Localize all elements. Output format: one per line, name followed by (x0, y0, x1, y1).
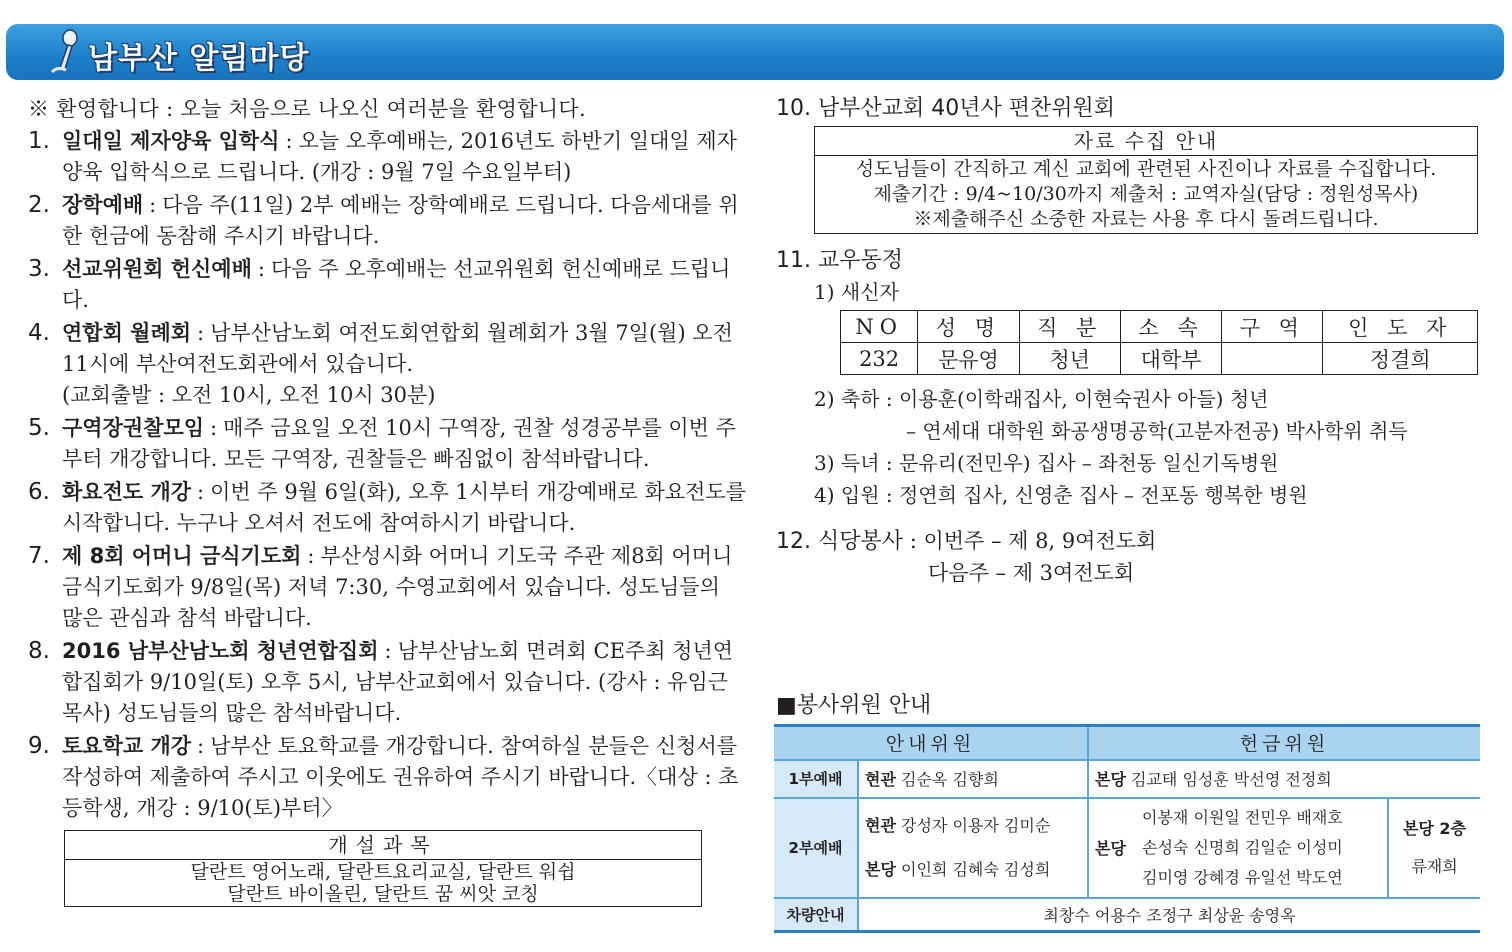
course-line: 달란트 영어노래, 달란트요리교실, 달란트 워쉽 (190, 861, 576, 883)
names: 이인희 김혜숙 김성희 (901, 859, 1051, 879)
announcement-item: 4. 연합회 월례회 : 남부산남노회 여전도회연합회 월례회가 3월 7일(월) 오전 11시에 부산여전도회관에서 있습니다. (교회출발 : 오전 10시, 오전 10시 30분) (28, 318, 746, 411)
course-list (65, 860, 702, 907)
welcome-line: ※ 환영합니다 : 오늘 처음으로 나오신 여러분을 환영합니다. (28, 97, 586, 121)
item-number: 8. (28, 638, 50, 664)
item-title: 일대일 제자양육 입학식 (62, 129, 280, 153)
page-title: 남부산 알림마당 (88, 41, 310, 76)
info-column (776, 94, 1484, 589)
history-line: 제출기간 : 9/4~10/30까지 제출처 : 교역자실(담당 : 정원성목사) (873, 183, 1419, 205)
item-number: 4. (28, 320, 50, 346)
offering-cell (1088, 760, 1480, 798)
item-text: 이번 주 9월 6일(화), 오후 1시부터 개강예배로 화요전도를 시작합니다. 누구나 오셔서 전도에 참여하시기 바랍니다. (62, 480, 746, 535)
history-box-body (815, 156, 1478, 234)
item-text: 다음 주 오후예배는 선교위원회 헌신예배로 드립니다. (62, 257, 731, 312)
item-text: 남부산 토요학교를 개강합니다. 참여하실 분들은 신청서를 작성하여 제출하여 주시고 이웃에도 권유하여 주시기 바랍니다.〈대상 : 초등학생, 개강 : 9/10(토)부터〉 (62, 734, 739, 820)
place-label: 본당 (1095, 770, 1126, 789)
announcements-column (28, 94, 746, 907)
item-text: 오늘 오후예배는, 2016년도 하반기 일대일 제자양육 입학식으로 드립니다. (개강 : 9월 7일 수요일부터) (62, 129, 737, 184)
announcement-item: 9. 토요학교 개강 : 남부산 토요학교를 개강합니다. 참여하실 분들은 신청서를 작성하여 제출하여 주시고 이웃에도 권유하여 주시기 바랍니다.〈대상 : 초등학생, 개강 : 9/10(토)부터〉 (28, 733, 739, 820)
hospital-line: 4) 입원 : 정연희 집사, 신영춘 집사 – 전포동 행복한 병원 (814, 483, 1308, 507)
newcomer-table (840, 310, 1478, 375)
course-table-header: 개설과목 (65, 831, 702, 860)
offering-names (1136, 798, 1388, 898)
item-number: 3. (28, 256, 50, 282)
item-text: 남부산남노회 면려회 CE주최 청년연합집회가 9/10일(토) 오후 5시, 남부산교회에서 있습니다. (강사 : 유임근 목사) 성도님들의 많은 참석바랍니다. (62, 639, 734, 725)
guide-column-header: 안내위원 (774, 726, 1088, 760)
announcement-item: 6. 화요전도 개강 : 이번 주 9월 6일(화), 오후 1시부터 개강예배로 화요전도를 시작합니다. 누구나 오셔서 전도에 참여하시기 바랍니다. (28, 479, 746, 535)
guide-cell (858, 760, 1088, 798)
item-number: 9. (28, 733, 50, 759)
column-header: 소 속 (1120, 311, 1221, 343)
congrats-line: 2) 축하 : 이용훈(이학래집사, 이현숙권사 아들) 청년 (814, 387, 1269, 411)
course-line: 달란트 바이올린, 달란트 꿈 씨앗 코칭 (227, 883, 539, 905)
table-cell: 문유영 (918, 343, 1019, 375)
names: 이봉재 이원일 전민우 배재호 (1142, 807, 1343, 827)
item-title: 2016 남부산남노회 청년연합집회 (62, 639, 379, 663)
table-cell: 대학부 (1120, 343, 1221, 375)
driver-names: 최창수 어용수 조정구 최상윤 송영옥 (858, 898, 1480, 932)
kitchen-this-week: : 이번주 – 제 8, 9여전도회 (909, 529, 1157, 553)
news-title: 11. 교우동정 (776, 248, 903, 273)
column-header: 직 분 (1019, 311, 1120, 343)
side-offering-cell (1388, 798, 1480, 898)
item-title: 장학예배 (62, 193, 144, 217)
item-text: 다음 주(11일) 2부 예배는 장학예배로 드립니다. 다음세대를 위한 헌금에 동참해 주시기 바랍니다. (62, 193, 739, 248)
place-label: 현관 (865, 770, 896, 789)
item-title: 제 8회 어머니 금식기도회 (62, 544, 302, 568)
names: 손성숙 신명희 김일순 이성미 (1142, 837, 1343, 857)
table-cell: 정결희 (1323, 343, 1478, 375)
birth-line: 3) 득녀 : 문유리(전민우) 집사 – 좌천동 일신기독병원 (814, 451, 1279, 475)
history-line: 성도님들이 간직하고 계신 교회에 관련된 사진이나 자료를 수집합니다. (855, 158, 1437, 180)
volunteers-table (774, 724, 1480, 933)
announcement-item: 1. 일대일 제자양육 입학식 : 오늘 오후예배는, 2016년도 하반기 일대일 제자양육 입학식으로 드립니다. (개강 : 9월 7일 수요일부터) (28, 128, 737, 184)
service-label: 차량안내 (774, 898, 858, 932)
volunteers-title: ■봉사위원 안내 (776, 693, 932, 718)
item-text: 남부산남노회 여전도회연합회 월례회가 3월 7일(월) 오전 11시에 부산여전도회관에서 있습니다. (62, 321, 733, 376)
item-number: 7. (28, 543, 50, 569)
names: 김교태 임성훈 박선영 전정희 (1131, 770, 1332, 789)
item-title: 구역장권찰모임 (62, 416, 205, 440)
names: 강성자 이용자 김미순 (901, 815, 1051, 835)
service-label: 1부예배 (774, 760, 858, 798)
names: 김미영 강혜경 유일선 박도연 (1142, 867, 1343, 887)
kitchen-section (776, 525, 1484, 557)
item-title: 화요전도 개강 (62, 480, 192, 504)
place-label: 본당 (865, 859, 896, 879)
history-notice-box (814, 126, 1478, 234)
column-header: 인 도 자 (1323, 311, 1478, 343)
microphone-icon (46, 28, 86, 76)
announcement-item: 7. 제 8회 어머니 금식기도회 : 부산성시화 어머니 기도국 주관 제8회 어머니 금식기도회가 9/8일(목) 저녁 7:30, 수영교회에서 있습니다. 성도님들의 많은 관심과 참석 바랍니다. (28, 543, 733, 630)
kitchen-title: 12. 식당봉사 (776, 529, 903, 554)
item-title: 토요학교 개강 (62, 734, 192, 758)
item-extra: (교회출발 : 오전 10시, 오전 10시 30분) (62, 383, 436, 407)
item-number: 5. (28, 415, 50, 441)
table-cell: 청년 (1019, 343, 1120, 375)
column-header: 성 명 (918, 311, 1019, 343)
item-text: 매주 금요일 오전 10시 구역장, 권찰 성경공부를 이번 주부터 개강합니다. 모든 구역장, 권찰들은 빠짐없이 참석바랍니다. (62, 416, 736, 471)
item-title: 선교위원회 헌신예배 (62, 257, 252, 281)
offering-place (1088, 798, 1136, 898)
offering-column-header: 헌금위원 (1088, 726, 1480, 760)
names: 류재희 (1411, 856, 1458, 876)
announcement-item: 8. 2016 남부산남노회 청년연합집회 : 남부산남노회 면려회 CE주최 청년연합집회가 9/10일(토) 오후 5시, 남부산교회에서 있습니다. (강사 : 유임근 목사) 성도님들의 많은 참석바랍니다. (28, 638, 734, 725)
table-cell: 232 (841, 343, 918, 375)
names: 김순옥 김향희 (901, 770, 999, 789)
column-header: 구 역 (1222, 311, 1323, 343)
item-title: 연합회 월례회 (62, 321, 192, 345)
announcement-item: 5. 구역장권찰모임 : 매주 금요일 오전 10시 구역장, 권찰 성경공부를 이번 주부터 개강합니다. 모든 구역장, 권찰들은 빠짐없이 참석바랍니다. (28, 415, 736, 471)
history-title: 10. 남부산교회 40년사 편찬위원회 (776, 96, 1115, 121)
announcement-item: 2. 장학예배 : 다음 주(11일) 2부 예배는 장학예배로 드립니다. 다음세대를 위한 헌금에 동참해 주시기 바랍니다. (28, 192, 739, 248)
header-banner (6, 24, 1504, 80)
course-table (64, 830, 702, 907)
guide-cell (858, 798, 1088, 898)
item-number: 6. (28, 479, 50, 505)
table-cell (1222, 343, 1323, 375)
place-label: 본당 2층 (1402, 818, 1467, 838)
kitchen-next-week: 다음주 – 제 3여전도회 (928, 561, 1135, 585)
place-label: 본당 (1095, 839, 1126, 858)
history-box-header: 자료 수집 안내 (815, 127, 1478, 156)
service-label: 2부예배 (774, 798, 858, 898)
item-number: 1. (28, 128, 50, 154)
congrats-detail: – 연세대 대학원 화공생명공학(고분자전공) 박사학위 취득 (906, 419, 1408, 443)
column-header: NO (841, 311, 918, 343)
newcomer-label: 1) 새신자 (814, 280, 899, 304)
announcement-item: 3. 선교위원회 헌신예배 : 다음 주 오후예배는 선교위원회 헌신예배로 드립니다. (28, 256, 731, 312)
item-number: 2. (28, 192, 50, 218)
history-line: ※제출해주신 소중한 자료는 사용 후 다시 돌려드립니다. (913, 208, 1379, 230)
place-label: 현관 (865, 815, 896, 835)
item-text: 부산성시화 어머니 기도국 주관 제8회 어머니 금식기도회가 9/8일(목) 저녁 7:30, 수영교회에서 있습니다. 성도님들의 많은 관심과 참석 바랍니다. (62, 544, 733, 630)
